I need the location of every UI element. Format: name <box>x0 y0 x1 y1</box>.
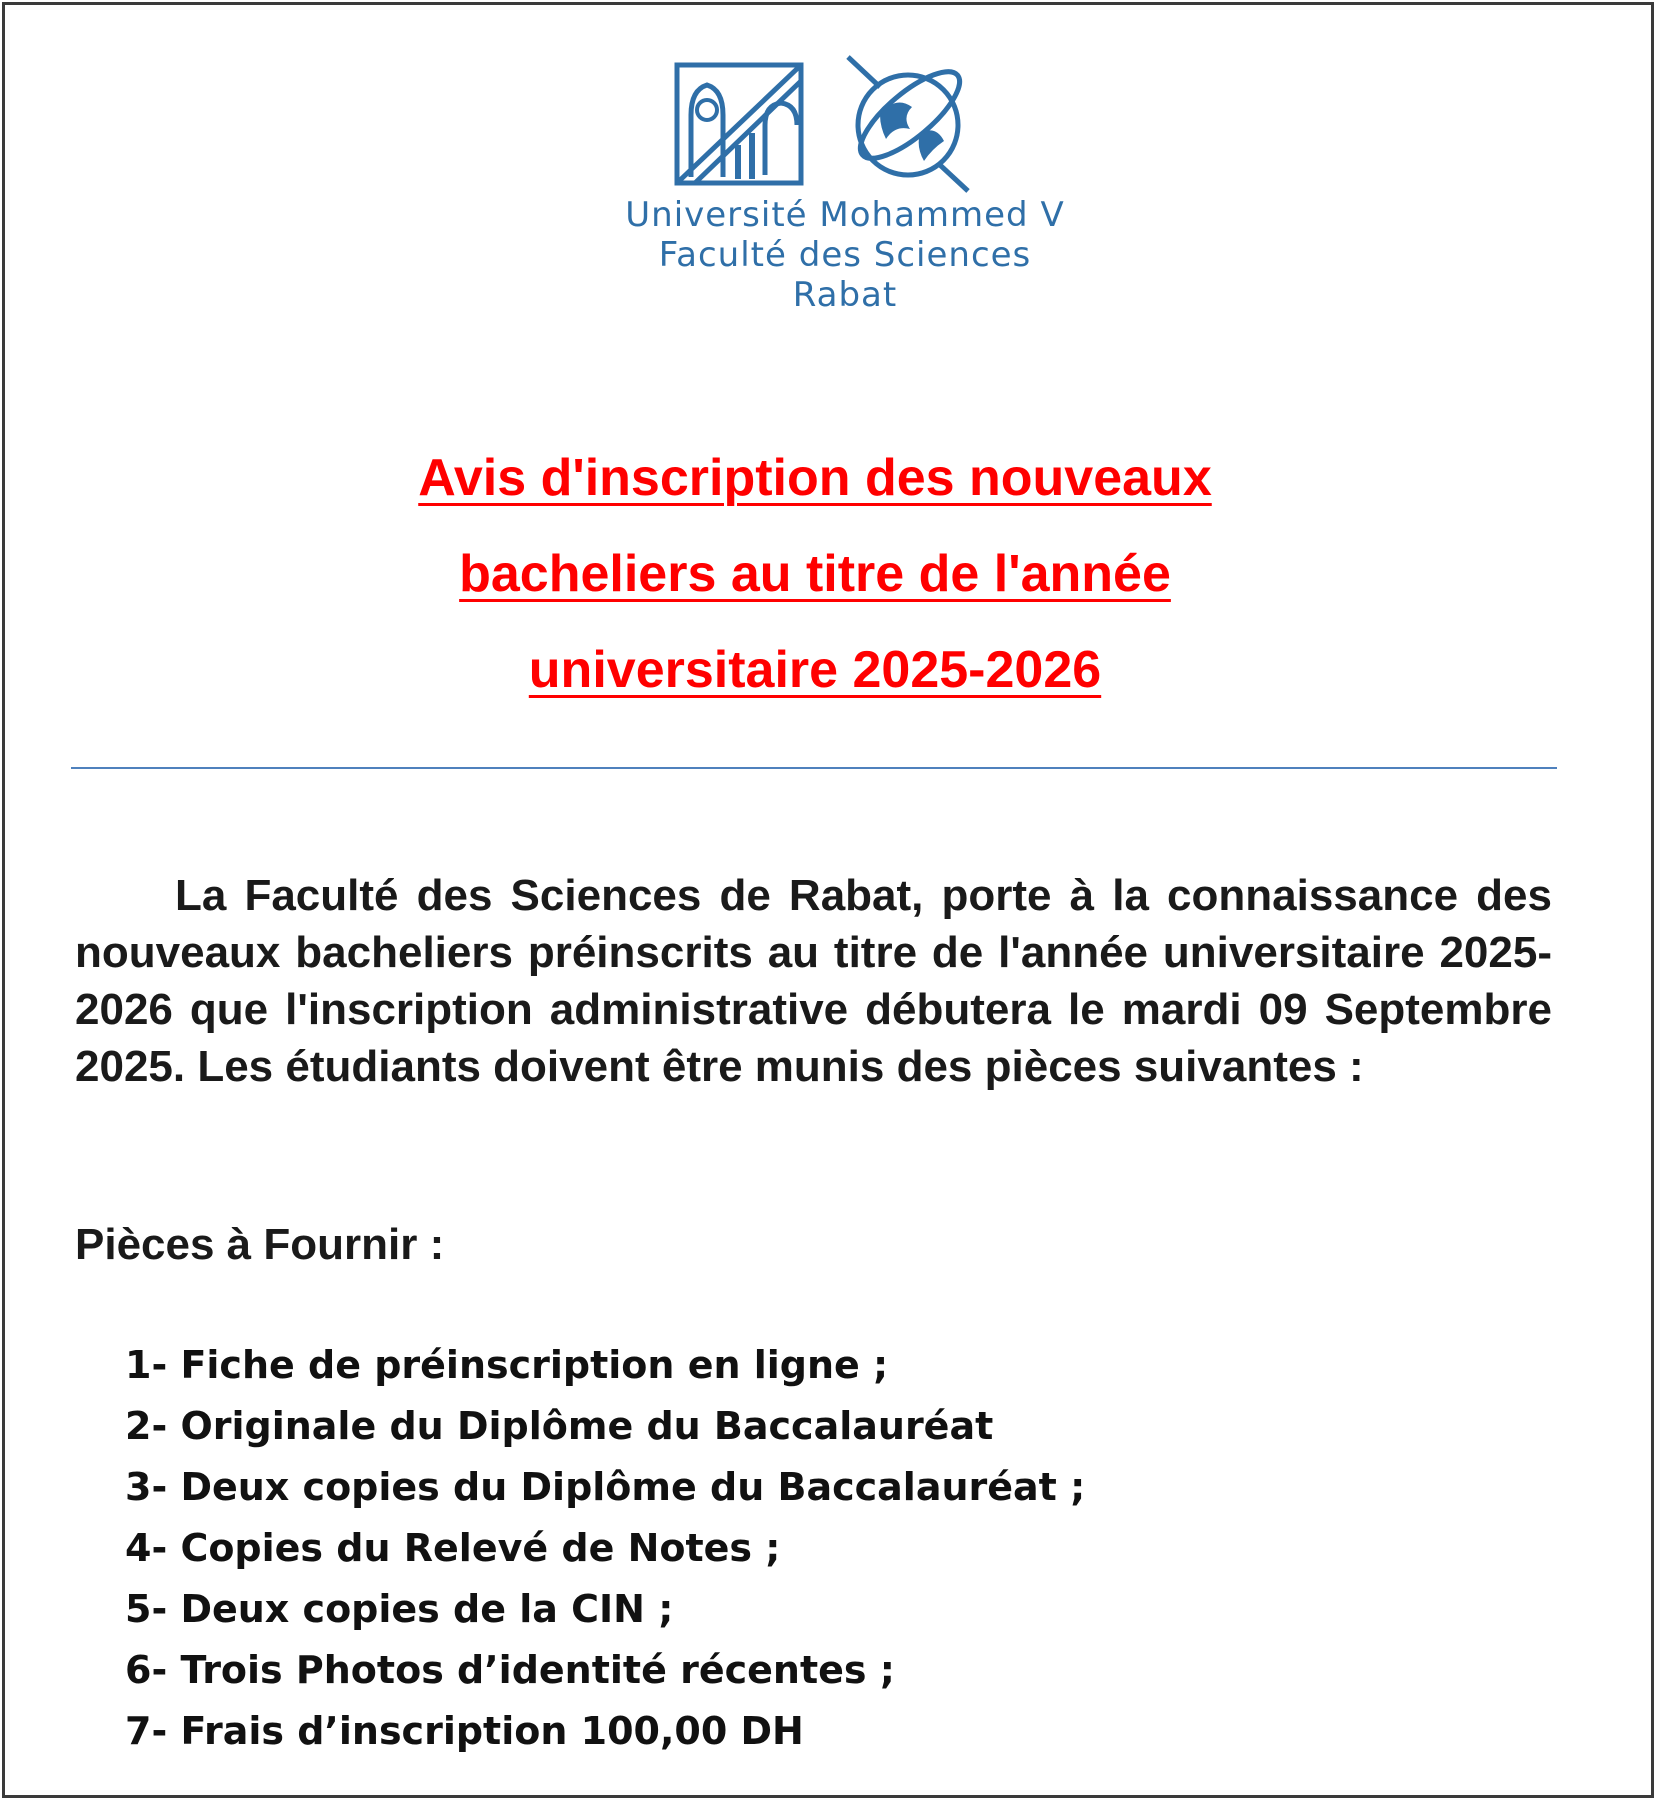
notice-title-line2: bacheliers au titre de l'année <box>459 545 1171 603</box>
globe-orbit-icon <box>840 55 980 195</box>
pieces-heading: Pièces à Fournir : <box>75 1220 445 1269</box>
list-item: 6- Trois Photos d’identité récentes ; <box>125 1648 895 1692</box>
announcement-text: La Faculté des Sciences de Rabat, porte à la connaissance des nouveaux bacheliers préinscrits au titre de l'année universitaire 2025-2026 que l'inscription administrative débutera le mardi 09 Septembre 2025. Les étudiants doivent être munis des pièces suivantes : <box>75 871 1552 1091</box>
university-name <box>505 195 1185 315</box>
university-name-line1: Université Mohammed V <box>625 195 1065 235</box>
notice-title-line1: Avis d'inscription des nouveaux <box>418 449 1212 507</box>
list-item: 1- Fiche de préinscription en ligne ; <box>125 1343 889 1387</box>
list-item: 4- Copies du Relevé de Notes ; <box>125 1526 781 1570</box>
university-name-line3: Rabat <box>792 275 898 315</box>
notice-title <box>85 430 1545 718</box>
list-item: 3- Deux copies du Diplôme du Baccalauréat ; <box>125 1465 1086 1509</box>
list-item: 2- Originale du Diplôme du Baccalauréat <box>125 1404 994 1448</box>
list-item: 7- Frais d’inscription 100,00 DH <box>125 1709 804 1753</box>
list-item: 5- Deux copies de la CIN ; <box>125 1587 674 1631</box>
notice-title-line3: universitaire 2025-2026 <box>528 641 1102 699</box>
university-logo <box>665 55 985 195</box>
required-documents-list <box>125 1335 1085 1762</box>
horizontal-divider <box>71 767 1557 769</box>
announcement-paragraph <box>75 867 1552 1095</box>
university-name-line2: Faculté des Sciences <box>658 235 1032 275</box>
document-page <box>2 2 1654 1798</box>
